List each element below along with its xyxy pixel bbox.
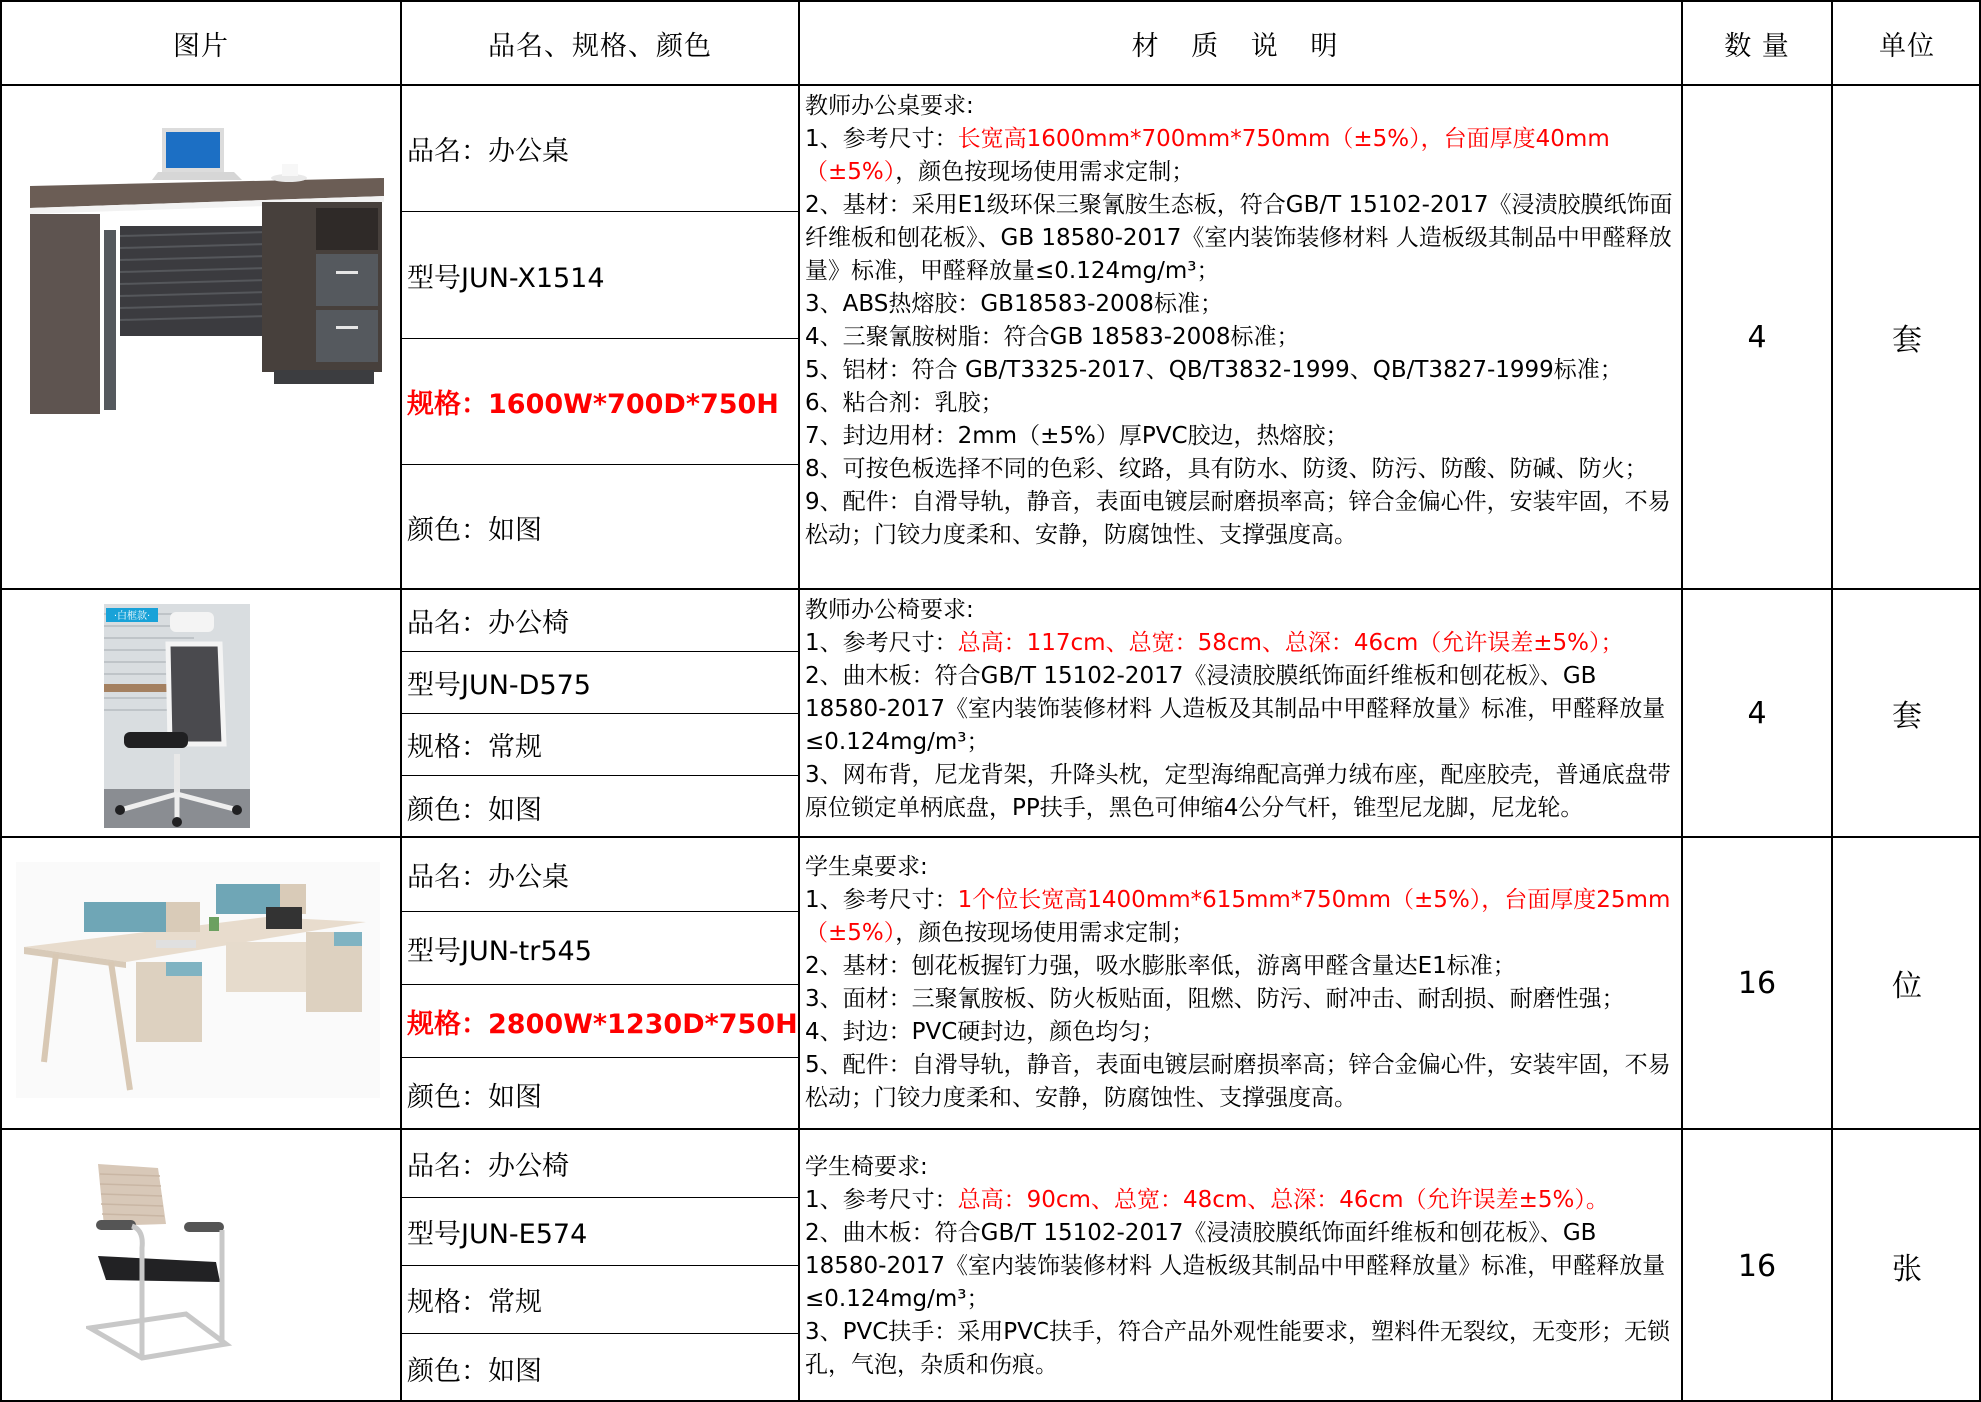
material-title: 学生桌要求:: [805, 854, 928, 880]
material-line-3: 3、面材：三聚氰胺板、防火板贴面，阻燃、防污、耐冲击、耐刮损、耐磨性强；: [805, 986, 1625, 1012]
product-spec: 规格：常规: [402, 714, 798, 776]
product-color: 颜色：如图: [407, 1081, 542, 1113]
header-material: 材 质 说 明: [800, 2, 1683, 86]
header-name: 品名、规格、颜色: [402, 2, 800, 86]
row-4-unit: 张: [1892, 1252, 1922, 1287]
row-2-material-cell: [800, 590, 1683, 838]
product-spec: 规格：2800W*1230D*750H: [402, 985, 798, 1058]
row-3-image-cell: [2, 838, 402, 1130]
product-name: 品名：办公椅: [402, 590, 798, 652]
material-line-3: 3、ABS热熔胶：GB18583-2008标准；: [805, 291, 1223, 317]
material-line-4: 4、三聚氰胺树脂：符合GB 18583-2008标准；: [805, 324, 1300, 350]
material-line-5: 5、配件：自滑导轨，静音，表面电镀层耐磨损率高；锌合金偏心件，安装牢固，不易松动；门铰力度柔和、安静，防腐蚀性、支撑强度高。: [805, 1052, 1671, 1111]
material-line-1: 1、参考尺寸：总高：117cm、总宽：58cm、总深：46cm（允许误差±5%）；: [805, 630, 1624, 656]
product-color: 颜色：如图: [407, 794, 542, 826]
row-1-quantity: 4: [1683, 86, 1833, 590]
material-line-8: 8、可按色板选择不同的色彩、纹路，具有防水、防烫、防污、防酸、防碱、防火；: [805, 456, 1648, 482]
teacher-desk-photo: [24, 126, 394, 426]
product-name: 品名：办公桌: [402, 86, 798, 212]
teacher-chair-photo: [104, 604, 250, 828]
student-desk-photo: [16, 862, 380, 1098]
product-name: 品名：办公椅: [402, 1130, 798, 1198]
product-name: 品名：办公桌: [402, 838, 798, 912]
row-2-quantity: 4: [1683, 590, 1833, 838]
image-badge: ·白框款·: [113, 611, 151, 622]
header-image: 图片: [2, 2, 402, 86]
material-line-7: 7、封边用材：2mm（±5%）厚PVC胶边，热熔胶；: [805, 423, 1349, 449]
student-chair-photo: [86, 1164, 246, 1370]
product-spec: 规格：常规: [402, 1266, 798, 1334]
material-line-4: 4、封边：PVC硬封边，颜色均匀；: [805, 1019, 1165, 1045]
product-color: 颜色：如图: [407, 1355, 542, 1387]
row-3-material-cell: [800, 838, 1683, 1130]
material-line-3: 3、PVC扶手：采用PVC扶手，符合产品外观性能要求，塑料件无裂纹，无变形；无锁孔，气泡，杂质和伤痕。: [805, 1318, 1670, 1378]
product-color: 颜色：如图: [407, 515, 542, 546]
product-model: 型号JUN-E574: [402, 1198, 798, 1266]
row-2-name-cell: [402, 590, 800, 838]
material-line-2: 2、基材：采用E1级环保三聚氰胺生态板，符合GB/T 15102-2017《浸渍胶膜纸饰面纤维板和刨花板》、GB 18580-2017《室内装饰装修材料 人造板级其制品中甲醛释放量》标准，甲醛释放量≤0.124mg/m³；: [805, 192, 1673, 284]
row-1-material-cell: [800, 86, 1683, 590]
row-3-quantity: 16: [1683, 838, 1833, 1130]
product-spec: 规格：1600W*700D*750H: [402, 339, 798, 465]
header-quantity: 数 量: [1683, 2, 1833, 86]
row-3-unit: 位: [1833, 838, 1981, 1130]
row-2-image-cell: [2, 590, 402, 838]
material-line-5: 5、铝材：符合 GB/T3325-2017、QB/T3832-1999、QB/T3827-1999标准；: [805, 357, 1623, 383]
row-1-unit: 套: [1833, 86, 1981, 590]
material-line-2: 2、曲木板：符合GB/T 15102-2017《浸渍胶膜纸饰面纤维板和刨花板》、GB 18580-2017《室内装饰装修材料 人造板及其制品中甲醛释放量》标准，甲醛释放量≤0.124mg/m³；: [805, 663, 1666, 755]
row-3-name-cell: [402, 838, 800, 1130]
material-line-1: 1、参考尺寸：1个位长宽高1400mm*615mm*750mm（±5%），台面厚度25mm（±5%），颜色按现场使用需求定制；: [805, 887, 1671, 946]
material-title: 教师办公椅要求:: [805, 597, 974, 623]
row-1-name-cell: [402, 86, 800, 590]
material-line-2: 2、曲木板：符合GB/T 15102-2017《浸渍胶膜纸饰面纤维板和刨花板》、GB 18580-2017《室内装饰装修材料 人造板级其制品中甲醛释放量》标准，甲醛释放量≤0.124mg/m³；: [805, 1219, 1666, 1312]
material-title: 学生椅要求:: [805, 1153, 928, 1180]
material-title: 教师办公桌要求:: [805, 93, 974, 119]
material-line-6: 6、粘合剂：乳胶；: [805, 390, 1004, 416]
row-4-name-cell: [402, 1130, 800, 1402]
row-2-unit: 套: [1833, 590, 1981, 838]
row-4-image-cell: [2, 1130, 402, 1402]
row-4-material-cell: [800, 1130, 1683, 1402]
material-line-1: 1、参考尺寸：长宽高1600mm*700mm*750mm（±5%），台面厚度40mm（±5%），颜色按现场使用需求定制；: [805, 126, 1610, 185]
row-4-quantity: 16: [1683, 1130, 1833, 1402]
material-line-9: 9、配件：自滑导轨，静音，表面电镀层耐磨损率高；锌合金偏心件，安装牢固，不易松动；门铰力度柔和、安静，防腐蚀性、支撑强度高。: [805, 489, 1671, 548]
material-line-1: 1、参考尺寸：总高：90cm、总宽：48cm、总深：46cm（允许误差±5%）。: [805, 1186, 1609, 1213]
product-model: 型号JUN-X1514: [402, 212, 798, 339]
material-line-3: 3、网布背，尼龙背架，升降头枕，定型海绵配高弹力绒布座，配座胶壳，普通底盘带原位锁定单柄底盘，PP扶手，黑色可伸缩4公分气杆，锥型尼龙脚，尼龙轮。: [805, 762, 1671, 821]
product-model: 型号JUN-D575: [402, 652, 798, 714]
row-1-image-cell: [2, 86, 402, 590]
header-unit: 单位: [1833, 2, 1981, 86]
material-line-2: 2、基材：刨花板握钉力强，吸水膨胀率低，游离甲醛含量达E1标准；: [805, 953, 1516, 979]
product-model: 型号JUN-tr545: [402, 912, 798, 985]
